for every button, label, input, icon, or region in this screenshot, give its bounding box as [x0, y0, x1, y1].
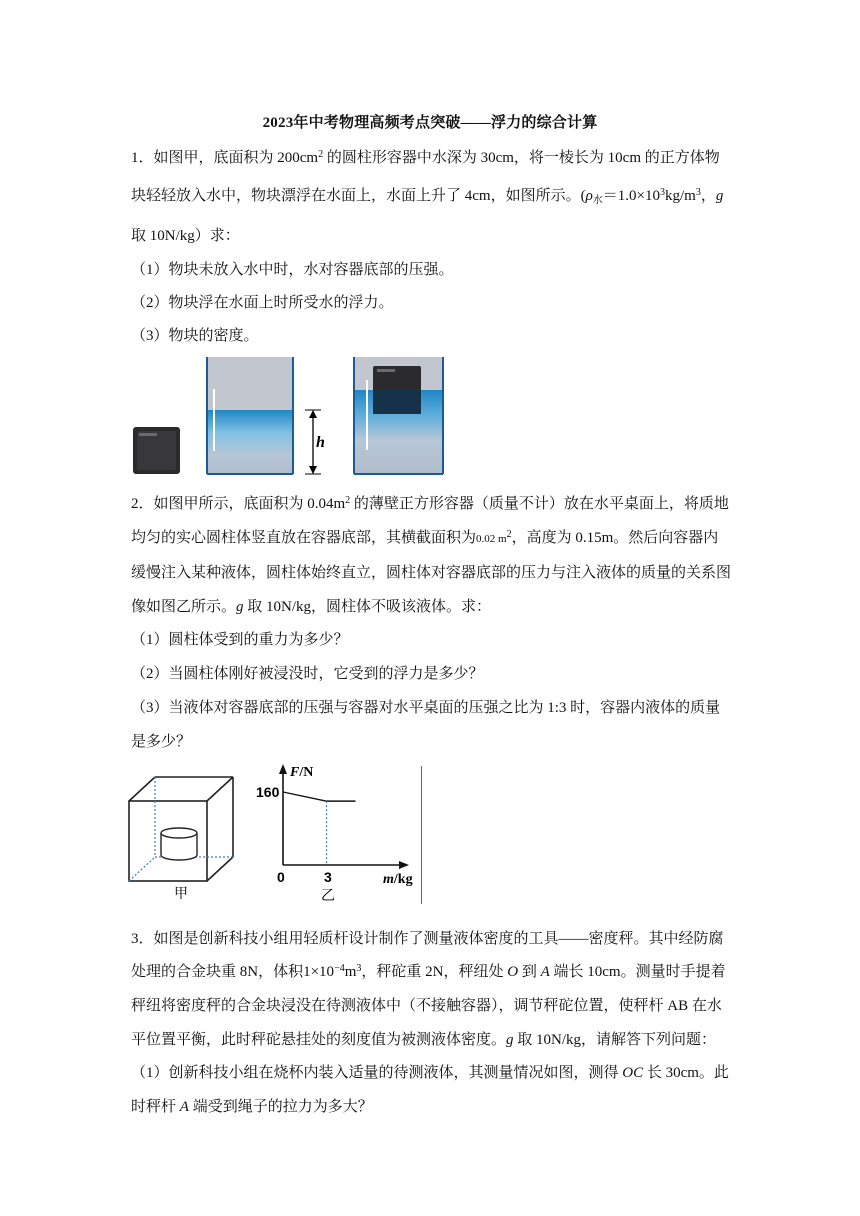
x-tick-3: 3: [324, 869, 332, 885]
q2-line4: 像如图乙所示。g 取 10N/kg，圆柱体不吸该液体。求：: [131, 599, 492, 615]
q3-sub1b: 时秤杆 A 端受到绳子的拉力为多大？: [131, 1099, 373, 1115]
q2-line1: 2．如图甲所示，底面积为 $0.04m^2$ 的薄壁正方形容器（质量不计）放在水平桌面上，将质地: [131, 495, 729, 512]
q1-line1: 1．如图甲，底面积为 $200cm^2$ 的圆柱形容器中水深为 30cm，将一棱长为 10cm 的正方体物: [131, 149, 720, 166]
q2-sub2: （2）当圆柱体刚好被浸没时，它受到的浮力是多少？: [131, 666, 484, 682]
q3-sub1a: （1）创新科技小组在烧杯内装入适量的待测液体，其测量情况如图，测得 OC 长 30cm。此: [131, 1065, 729, 1081]
q1-sub3: （3）物块的密度。: [131, 328, 259, 344]
height-marker: [305, 410, 325, 474]
y-axis-label: F/N: [290, 765, 314, 780]
cylinder: [161, 828, 197, 860]
x-tick-0: 0: [277, 869, 285, 885]
container-after: [354, 357, 443, 474]
height-label: h: [316, 434, 325, 451]
q1-sub1: （1）物块未放入水中时，水对容器底部的压强。: [131, 262, 454, 278]
q1-line3: 取 10N/kg）求：: [131, 228, 240, 244]
q1-line2: 块轻轻放入水中，物块漂浮在水面上，水面上升了 4cm，如图所示。($\rho_水=1.0\times 10^3kg/m^3$，g: [131, 187, 724, 206]
container-before: [207, 357, 293, 474]
q2-sub3b: 是多少？: [131, 734, 192, 750]
figure-divider: [421, 766, 422, 904]
x-axis-label: m/kg: [383, 872, 413, 887]
y-axis-arrow: [279, 764, 287, 774]
page-title: 2023年中考物理高频考点突破——浮力的综合计算: [262, 115, 598, 131]
q3-line1: 3．如图是创新科技小组用轻质杆设计制作了测量液体密度的工具——密度秤。其中经防腐: [131, 931, 724, 947]
q1-figure: [125, 355, 455, 480]
floating-cube: [373, 366, 421, 414]
y-tick-160: 160: [256, 784, 280, 800]
q1-sub2: （2）物块浮在水面上时所受水的浮力。: [131, 295, 394, 311]
q3-line2: 处理的合金块重 8N，体积$1\times 10^{-4}m^3$，秤砣重 2N，秤纽处 O 到 A 端长 10cm。测量时手提着: [131, 963, 726, 980]
q2-sub3a: （3）当液体对容器底部的压强与容器对水平桌面的压强之比为 1:3 时，容器内液体的质量: [131, 700, 721, 716]
q3-line4: 平位置平衡，此时秤砣悬挂处的刻度值为被测液体密度。g 取 10N/kg，请解答下列问题：: [131, 1032, 717, 1048]
force-mass-line: [283, 792, 356, 801]
label-jia: 甲: [174, 886, 188, 901]
q2-sub1: （1）圆柱体受到的重力为多少？: [131, 632, 349, 648]
q2-figure-jia: [125, 773, 240, 901]
q2-line2: 均匀的实心圆柱体竖直放在容器底部，其横截面积为0.02 $m^2$，高度为 0.15m。然后向容器内: [131, 529, 719, 546]
x-axis-arrow: [399, 861, 409, 869]
q3-line3: 秤纽将密度秤的合金块浸没在待测液体中（不接触容器），调节秤砣位置，使秤杆 AB 在水: [131, 998, 722, 1014]
label-yi: 乙: [321, 888, 335, 903]
q2-line3: 缓慢注入某种液体，圆柱体始终直立，圆柱体对容器底部的压力与注入液体的质量的关系图: [131, 565, 732, 581]
cube-block: [133, 427, 180, 474]
graph-axes: [283, 770, 403, 865]
q2-figure-yi: [255, 758, 430, 903]
